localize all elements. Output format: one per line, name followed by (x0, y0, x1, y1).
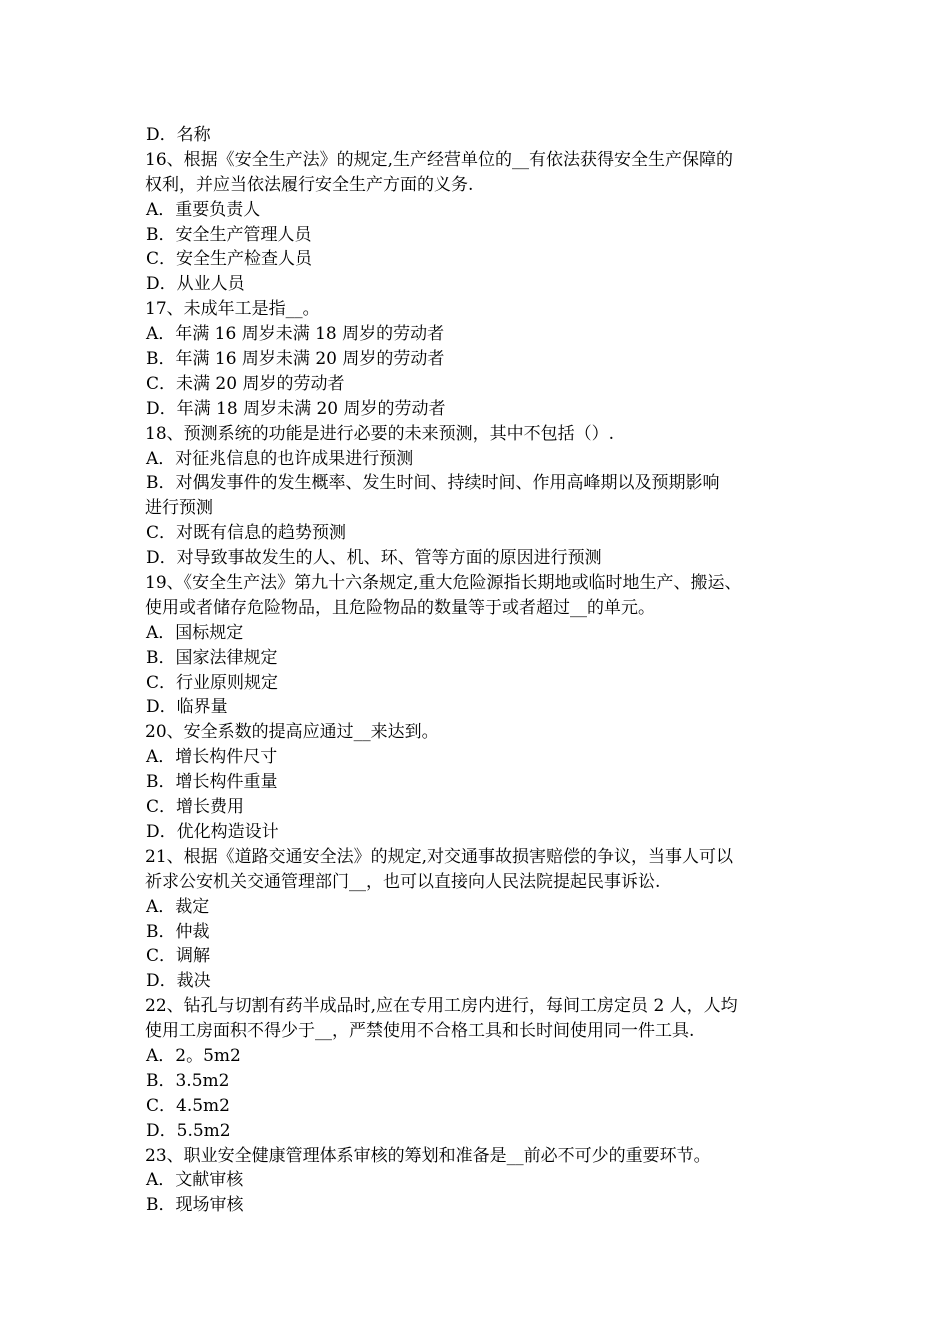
option-line: C．安全生产检查人员 (146, 249, 313, 270)
option-line: A．国标规定 (146, 622, 244, 643)
option-line: D．5.5m2 (146, 1120, 231, 1141)
question-line: 进行预测 (145, 498, 213, 519)
option-line: B．3.5m2 (146, 1070, 230, 1091)
question-line: 22、钻孔与切割有药半成品时,应在专用工房内进行，每间工房定员 2 人，人均 (145, 996, 738, 1017)
option-line: C．调解 (146, 946, 211, 967)
option-line: A．裁定 (146, 896, 210, 917)
question-line: 21、根据《道路交通安全法》的规定,对交通事故损害赔偿的争议，当事人可以 (145, 846, 734, 867)
question-line: 17、未成年工是指__。 (145, 299, 320, 320)
option-line: D．对导致事故发生的人、机、环、管等方面的原因进行预测 (146, 548, 602, 569)
option-line: A．2。5m2 (146, 1045, 241, 1066)
option-line: C．未满 20 周岁的劳动者 (146, 373, 345, 394)
option-line: D．名称 (146, 125, 211, 145)
option-line: D．裁决 (146, 971, 211, 992)
option-line: A．对征兆信息的也许成果进行预测 (146, 448, 414, 469)
option-line: C．行业原则规定 (146, 672, 279, 693)
option-line: B．国家法律规定 (146, 647, 278, 668)
option-line: B．安全生产管理人员 (146, 224, 312, 245)
option-line: B．仲裁 (146, 921, 210, 942)
option-line: D．年满 18 周岁未满 20 周岁的劳动者 (146, 398, 446, 419)
option-line: C．4.5m2 (146, 1095, 230, 1116)
question-line: 20、安全系数的提高应通过__来达到。 (145, 722, 439, 743)
option-line: D．从业人员 (146, 274, 245, 295)
option-line: B．增长构件重量 (146, 772, 278, 793)
option-line: C．增长费用 (146, 797, 245, 818)
option-line: D．优化构造设计 (146, 821, 279, 842)
option-line: A．文献审核 (146, 1170, 244, 1191)
option-line: B．现场审核 (146, 1195, 244, 1216)
question-line: 18、预测系统的功能是进行必要的未来预测，其中不包括（）. (145, 423, 615, 444)
option-line: B．对偶发事件的发生概率、发生时间、持续时间、作用高峰期以及预期影响 (146, 473, 720, 494)
question-line: 祈求公安机关交通管理部门__，也可以直接向人民法院提起民事诉讼. (145, 871, 661, 892)
question-line: 19、《安全生产法》第九十六条规定,重大危险源指长期地或临时地生产、搬运、 (145, 573, 742, 594)
document-page (145, 123, 835, 1218)
option-line: C．对既有信息的趋势预测 (146, 523, 347, 544)
option-line: A．增长构件尺寸 (146, 747, 278, 768)
question-line: 权利，并应当依法履行安全生产方面的义务. (145, 174, 474, 195)
question-line: 使用工房面积不得少于__，严禁使用不合格工具和长时间使用同一件工具. (145, 1021, 695, 1042)
option-line: A．重要负责人 (146, 199, 261, 220)
question-line: 23、职业安全健康管理体系审核的筹划和准备是__前必不可少的重要环节。 (145, 1145, 711, 1166)
option-line: B．年满 16 周岁未满 20 周岁的劳动者 (146, 349, 445, 370)
option-line: D．临界量 (146, 697, 228, 718)
question-line: 16、根据《安全生产法》的规定,生产经营单位的__有依法获得安全生产保障的 (145, 149, 734, 170)
question-line: 使用或者储存危险物品，且危险物品的数量等于或者超过__的单元。 (145, 597, 655, 618)
option-line: A．年满 16 周岁未满 18 周岁的劳动者 (146, 324, 445, 345)
